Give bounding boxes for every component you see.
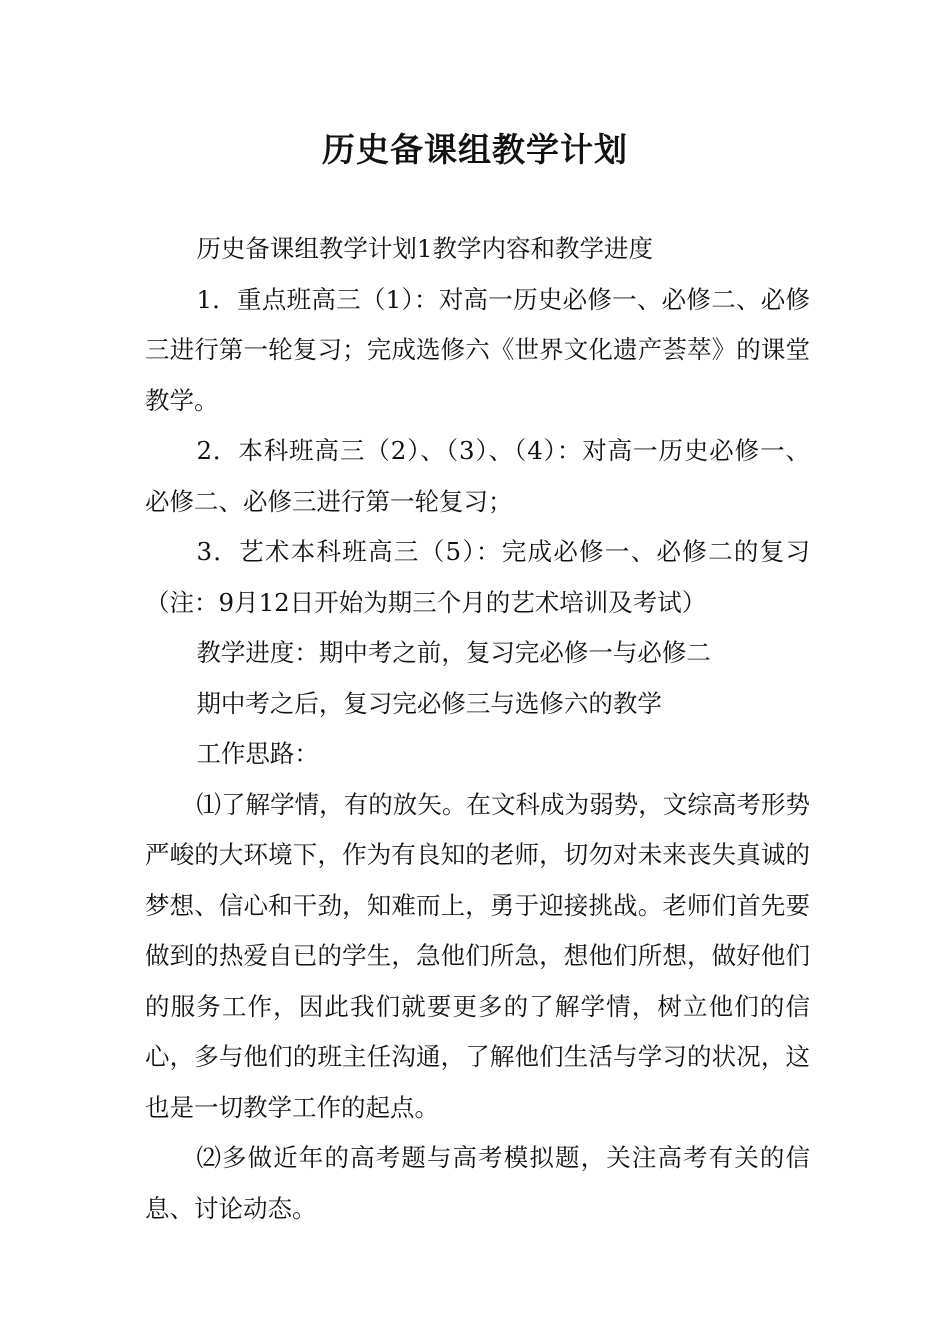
document-body: [145, 224, 810, 1234]
paragraph-item-1: 1．重点班高三（1）：对高一历史必修一、必修二、必修三进行第一轮复习；完成选修六《世界文化遗产荟萃》的课堂教学。: [145, 284, 810, 415]
paragraph-progress: 教学进度：期中考之前，复习完必修一与必修二: [196, 638, 711, 667]
paragraph-item-2: 2．本科班高三（2）、（3）、（4）：对高一历史必修一、必修二、必修三进行第一轮复习；: [145, 436, 810, 516]
paragraph-work-ideas-heading: 工作思路：: [196, 739, 319, 768]
document-title: 历史备课组教学计划: [322, 130, 628, 169]
paragraph-item-3: 3．艺术本科班高三（5）：完成必修一、必修二的复习（注：9月12日开始为期三个月的艺术培训及考试）: [145, 537, 810, 617]
paragraph-intro: 历史备课组教学计划1教学内容和教学进度: [196, 234, 654, 263]
paragraph-progress-after: 期中考之后，复习完必修三与选修六的教学: [196, 688, 662, 718]
paragraph-work-idea-2: ⑵多做近年的高考题与高考模拟题，关注高考有关的信息、讨论动态。: [145, 1143, 810, 1223]
paragraph-work-idea-1: ⑴了解学情，有的放矢。在文科成为弱势，文综高考形势严峻的大环境下，作为有良知的老师，切勿对未来丧失真诚的梦想、信心和干劲，知难而上，勇于迎接挑战。老师们首先要做到的热爱自已的学生，急他们所急，想他们所想，做好他们的服务工作，因此我们就要更多的了解学情，树立他们的信心，多与他们的班主任沟通，了解他们生活与学习的状况，这也是一切教学工作的起点。: [145, 789, 810, 1122]
